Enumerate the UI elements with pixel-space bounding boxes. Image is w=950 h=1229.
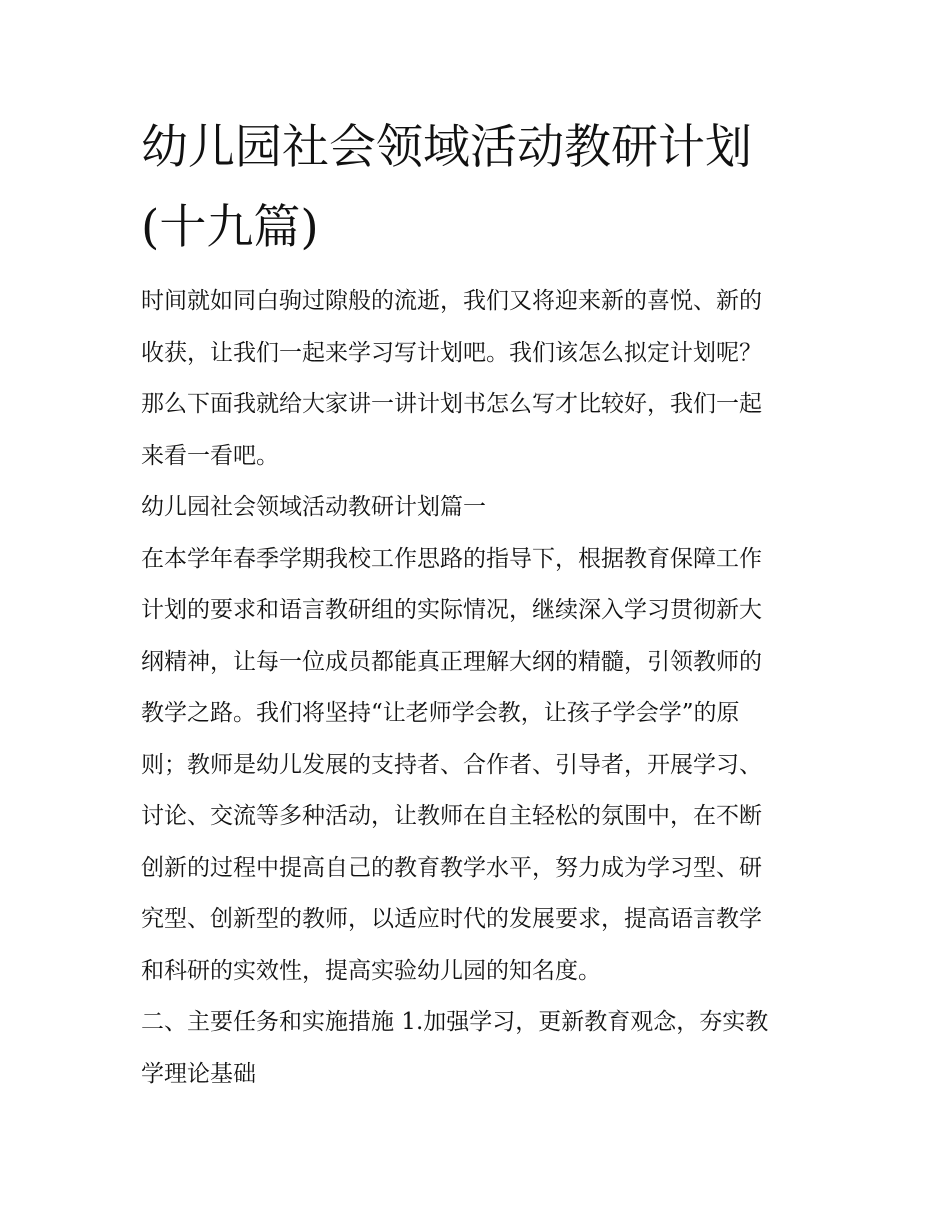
body-line-7: 计划的要求和语言教研组的实际情况，继续深入学习贯彻新大 bbox=[141, 597, 762, 623]
body-line-12: 创新的过程中提高自己的教育教学水平，努力成为学习型、研 bbox=[141, 854, 762, 881]
body-line-8: 纲精神，让每一位成员都能真正理解大纲的精髓，引领教师的 bbox=[141, 648, 762, 675]
body-line-4: 来看一看吧。 bbox=[141, 442, 279, 469]
document-page bbox=[141, 0, 821, 1229]
body-line-11: 讨论、交流等多种活动，让教师在自主轻松的氛围中，在不断 bbox=[141, 803, 762, 829]
body-line-10: 则；教师是幼儿发展的支持者、合作者、引导者，开展学习、 bbox=[141, 751, 762, 778]
document-title bbox=[141, 108, 821, 268]
body-line-6: 在本学年春季学期我校工作思路的指导下，根据教育保障工作 bbox=[141, 545, 762, 572]
body-line-13: 究型、创新型的教师，以适应时代的发展要求，提高语言教学 bbox=[141, 906, 762, 932]
body-line-9: 教学之路。我们将坚持“让老师学会教，让孩子学会学”的原 bbox=[141, 700, 740, 726]
title-line-1: 幼儿园社会领域活动教研计划 bbox=[141, 120, 752, 175]
body-line-3: 那么下面我就给大家讲一讲计划书怎么写才比较好，我们一起 bbox=[141, 391, 762, 417]
title-line-2: (十九篇) bbox=[141, 200, 319, 255]
body-line-16: 学理论基础 bbox=[141, 1060, 256, 1087]
body-line-14: 和科研的实效性，提高实验幼儿园的知名度。 bbox=[141, 957, 601, 984]
section-heading: 幼儿园社会领域活动教研计划篇一 bbox=[141, 494, 486, 520]
body-line-1: 时间就如同白驹过隙般的流逝，我们又将迎来新的喜悦、新的 bbox=[141, 288, 762, 314]
body-line-2: 收获，让我们一起来学习写计划吧。我们该怎么拟定计划呢？ bbox=[141, 339, 762, 366]
document-body bbox=[141, 276, 821, 1100]
body-line-15: 二、主要任务和实施措施 1.加强学习，更新教育观念，夯实教 bbox=[141, 1009, 769, 1035]
